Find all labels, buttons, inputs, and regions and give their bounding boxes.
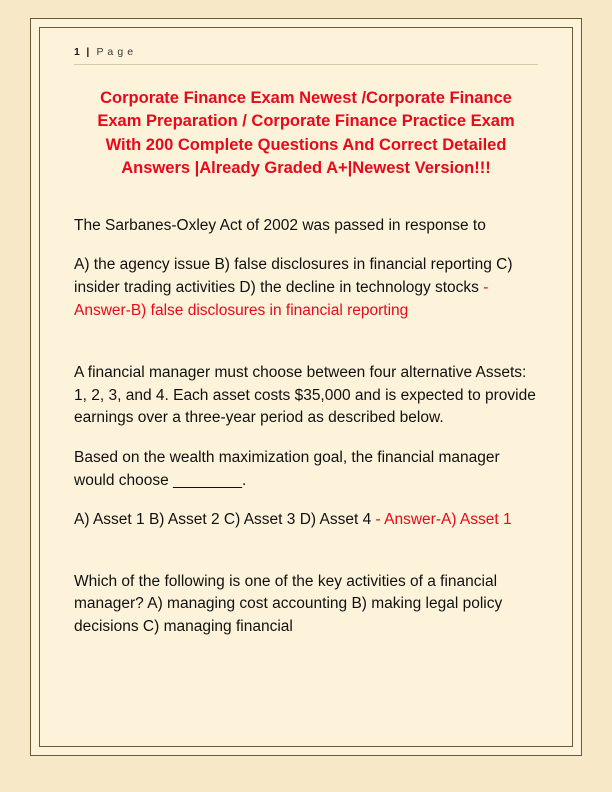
question-1-options-text: A) the agency issue B) false disclosures in financial reporting C) insider trading activities D) the decline in technology stocks bbox=[74, 256, 513, 297]
question-3-stem: Which of the following is one of the key activities of a financial manager? A) managing cost accounting B) making legal policy decisions C) managing financial bbox=[74, 572, 503, 636]
document-page bbox=[39, 27, 573, 747]
header-page-word: P a g e bbox=[96, 46, 134, 58]
spacer-1 bbox=[74, 340, 538, 362]
question-2-options-text: A) Asset 1 B) Asset 2 C) Asset 3 D) Asset 4 bbox=[74, 510, 376, 528]
page-number: 1 bbox=[74, 46, 80, 58]
question-2-answer: - Answer-A) Asset 1 bbox=[375, 510, 512, 528]
spacer-2 bbox=[74, 549, 538, 571]
question-1-options bbox=[74, 254, 538, 322]
question-2-options bbox=[74, 509, 538, 532]
question-2-stem-continued: Based on the wealth maximization goal, the financial manager would choose ________. bbox=[74, 449, 500, 489]
document-page-outer-border bbox=[30, 18, 582, 756]
page-header bbox=[74, 46, 538, 65]
page-title: Corporate Finance Exam Newest /Corporate Finance Exam Preparation / Corporate Finance Practice Exam With 200 Complete Questions And Correct Detailed Answers |Already Graded A+|Newest Version!!! bbox=[97, 89, 515, 178]
header-separator: | bbox=[86, 46, 90, 58]
document-content bbox=[40, 28, 572, 639]
question-2-stem: A financial manager must choose between four alternative Assets: 1, 2, 3, and 4. Each asset costs $35,000 and is expected to provide earnings over a three-year period as described below. bbox=[74, 363, 536, 427]
question-1-answer: - Answer-B) false disclosures in financial reporting bbox=[74, 279, 489, 320]
question-1-stem: The Sarbanes-Oxley Act of 2002 was passed in response to bbox=[74, 216, 486, 234]
